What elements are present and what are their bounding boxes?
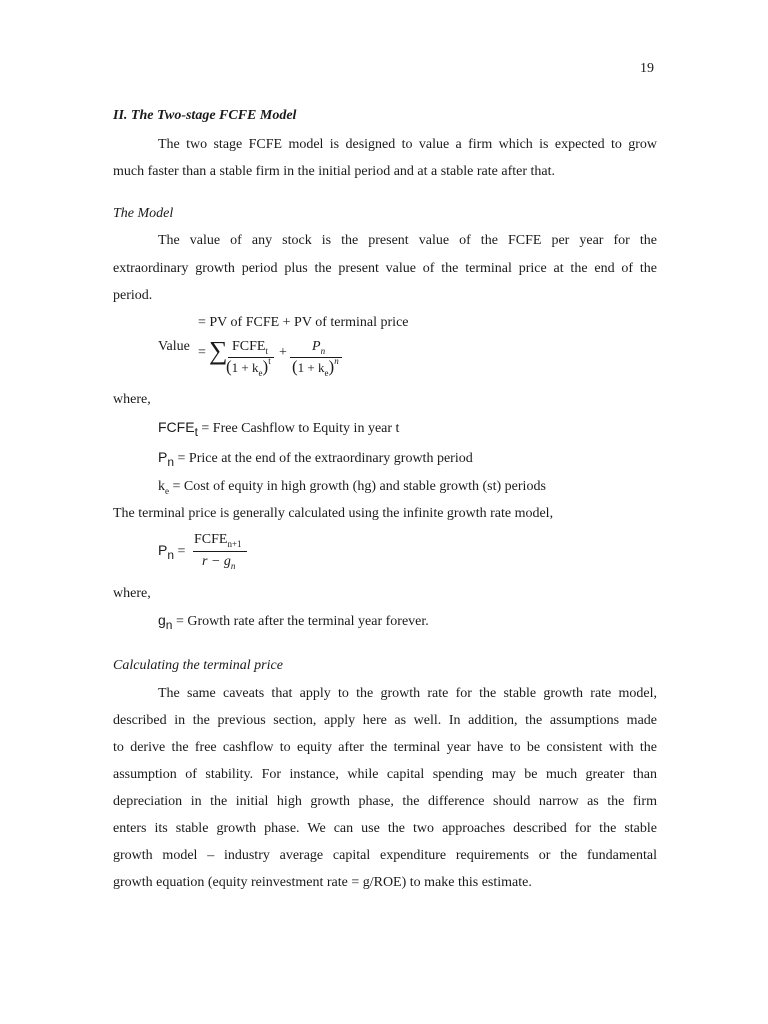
intro-line-2: much faster than a stable firm in the initial period and at a stable rate after that. xyxy=(113,164,555,179)
pn-den-sub: n xyxy=(230,561,236,571)
definition-pn xyxy=(158,449,473,467)
fraction2-denominator: $(1 + k_e)^n$ xyxy=(292,356,339,378)
pn-fraction-bar xyxy=(193,551,247,552)
subscript-n: n xyxy=(320,346,326,356)
terminal-line-4: assumption of stability. For instance, while capital spending may be much greater than xyxy=(113,767,657,782)
page-number: 19 xyxy=(640,61,654,76)
pn-num-sub: n+1 xyxy=(227,539,242,549)
fraction1-denominator: $(1 + k_e)^t$ xyxy=(226,356,271,378)
value-label: Value xyxy=(158,339,190,354)
den2-base: 1 + k xyxy=(297,360,325,375)
den1-base: 1 + k xyxy=(231,360,259,375)
definition-pn-sub: n xyxy=(167,455,175,469)
gn-symbol: g xyxy=(158,612,166,628)
p-symbol: P xyxy=(312,339,321,354)
pn-sub: n xyxy=(167,548,175,562)
definition-pn-text: = Price at the end of the extraordinary growth period xyxy=(174,451,473,466)
where-label-2: where, xyxy=(113,586,151,601)
terminal-line-1: The same caveats that apply to the growth rate for the stable growth rate model, xyxy=(158,686,657,701)
pn-den-text: r − g xyxy=(202,554,231,569)
den2-exponent: n xyxy=(334,356,339,366)
den1-subscript: e xyxy=(258,368,263,378)
terminal-heading: Calculating the terminal price xyxy=(113,658,283,673)
terminal-line-5: depreciation in the initial high growth phase, the difference should narrow as the firm xyxy=(113,794,657,809)
gn-text: = Growth rate after the terminal year forever. xyxy=(172,614,429,629)
pn-num-fcfe: FCFE xyxy=(194,532,228,547)
definition-ke-text: = Cost of equity in high growth (hg) and stable growth (st) periods xyxy=(169,479,546,494)
definition-fcfe-sub: t xyxy=(194,425,198,439)
pn-equals: = xyxy=(174,544,186,559)
intro-line-1: The two stage FCFE model is designed to value a firm which is expected to grow xyxy=(158,137,657,152)
den1-exponent: t xyxy=(268,356,271,366)
pn-label xyxy=(158,542,185,560)
terminal-line-2: described in the previous section, apply here as well. In addition, the assumptions made xyxy=(113,713,657,728)
gn-sub: n xyxy=(165,618,173,632)
fraction2-numerator xyxy=(312,339,325,355)
terminal-intro: The terminal price is generally calculated using the infinite growth rate model, xyxy=(113,506,554,521)
definition-fcfe-text: = Free Cashflow to Equity in year t xyxy=(197,421,400,436)
terminal-line-8: growth equation (equity reinvestment rate = g/ROE) to make this estimate. xyxy=(113,875,532,890)
pn-symbol: P xyxy=(158,542,168,558)
definition-fcfe-symbol: FCFE xyxy=(158,419,195,435)
subscript-t: t xyxy=(265,346,268,356)
equals-sign: = xyxy=(198,345,206,360)
definition-gn xyxy=(158,612,429,630)
definition-fcfe xyxy=(158,419,399,437)
section-title: II. The Two-stage FCFE Model xyxy=(113,108,297,123)
pn-numerator xyxy=(194,532,242,548)
fraction1-numerator xyxy=(232,339,268,355)
definition-ke xyxy=(158,479,546,495)
terminal-line-6: enters its stable growth phase. We can use the two approaches described for the stable xyxy=(113,821,657,836)
where-label-1: where, xyxy=(113,392,151,407)
pn-denominator xyxy=(202,554,235,570)
terminal-line-7: growth model – industry average capital expenditure requirements or the fundamental xyxy=(113,848,657,863)
definition-ke-sub: e xyxy=(165,486,169,496)
sigma-symbol: ∑ xyxy=(209,336,228,365)
model-line-2: extraordinary growth period plus the present value of the terminal price at the end of the xyxy=(113,261,657,276)
fcfe-symbol: FCFE xyxy=(232,339,266,354)
plus-sign: + xyxy=(279,345,287,360)
model-line-3: period. xyxy=(113,288,153,303)
definition-ke-symbol: k xyxy=(158,479,165,494)
terminal-line-3: to derive the free cashflow to equity after the terminal year have to be consistent with the xyxy=(113,740,657,755)
model-heading: The Model xyxy=(113,206,174,221)
equation-pv-line: = PV of FCFE + PV of terminal price xyxy=(198,315,409,330)
definition-pn-symbol: P xyxy=(158,449,168,465)
model-line-1: The value of any stock is the present value of the FCFE per year for the xyxy=(158,233,657,248)
den2-subscript: e xyxy=(324,368,329,378)
